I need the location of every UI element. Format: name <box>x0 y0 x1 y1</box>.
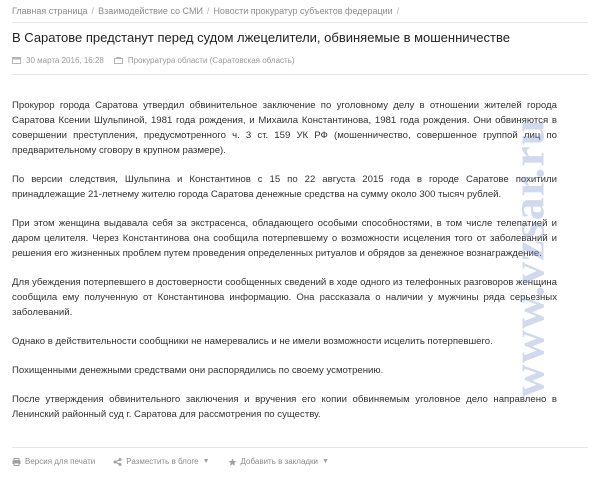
article-paragraph: Похищенными денежными средствами они распорядились по своему усмотрению. <box>12 365 384 376</box>
breadcrumb-home-link[interactable]: Главная страница <box>12 6 88 16</box>
breadcrumb-divider <box>12 22 588 23</box>
article-paragraph: По версии следствия, Шульпина и Константинов с 15 по 22 августа 2015 года в городе Саратове похитили принадлежащие 21-летнему жителю города Саратова денежные средства на сумму около 300 тысяч рублей. <box>12 174 557 200</box>
article-paragraph: После утверждения обвинительного заключения и вручения его копии обвиняемым уголовное дело направлено в Ленинский районный суд г. Саратова для рассмотрения по существу. <box>12 394 557 420</box>
chevron-down-icon: ▼ <box>202 458 210 465</box>
breadcrumb-separator: / <box>396 6 400 16</box>
print-label: Версия для печати <box>25 457 96 466</box>
meta-divider <box>12 74 588 75</box>
article-body <box>12 98 557 436</box>
article-meta <box>12 56 295 65</box>
breadcrumb-regional-news-link[interactable]: Новости прокуратур субъектов федерации <box>213 6 393 16</box>
bookmark-label: Добавить в закладки <box>240 457 319 466</box>
article-date: 30 марта 2016, 16:28 <box>26 56 104 65</box>
share-icon <box>113 458 122 466</box>
breadcrumb <box>12 6 403 16</box>
actions-divider <box>12 447 588 448</box>
article-paragraph: Однако в действительности сообщники не намеревались и не имели возможности исцелить потерпевшего. <box>12 336 493 347</box>
calendar-icon <box>12 57 21 64</box>
print-button[interactable] <box>12 457 95 466</box>
article-paragraph: Прокурор города Саратова утвердил обвинительное заключение по уголовному делу в отношении жителей города Саратова Ксении Шульпиной, 1981 года рождения, и Михаила Константинова, 1981 года рождения. Они обвиняются в совершении преступления, предусмотренного ч. 3 ст. 159 УК РФ (мошенничество, совершенное группой лиц по предварительному сговору в крупном размере). <box>12 100 557 156</box>
share-blog-button[interactable] <box>113 457 209 466</box>
bookmark-button[interactable] <box>228 457 329 466</box>
article-actions <box>12 457 347 466</box>
breadcrumb-separator: / <box>206 6 210 16</box>
article-paragraph: Для убеждения потерпевшего в достоверности сообщенных сведений в ходе одного из телефонных разговоров женщина сообщила ему полученную от Константинова информацию. Она рассказала о наличии у мужчины ряда серьезных заболеваний. <box>12 277 557 318</box>
share-blog-label: Разместить в блоге <box>126 457 199 466</box>
article-title: В Саратове предстанут перед судом лжецелители, обвиняемые в мошенничестве <box>12 30 510 45</box>
watermark-text: www.vzsar.ru <box>502 118 554 398</box>
building-icon <box>114 57 123 64</box>
chevron-down-icon: ▼ <box>322 458 329 465</box>
article-paragraph: При этом женщина выдавала себя за экстрасенса, обладающего особыми способностями, в том числе телепатией и даром целителя. Через Константинова она сообщила потерпевшему о возможности исцеления того от заболеваний и решения его жизненных проблем путем проведения определенных ритуалов и обрядов за денежное вознаграждение. <box>12 218 557 259</box>
article-source: Прокуратура области (Саратовская область) <box>127 56 295 65</box>
breadcrumb-media-link[interactable]: Взаимодействие со СМИ <box>98 6 203 16</box>
print-icon <box>12 458 21 466</box>
breadcrumb-separator: / <box>91 6 95 16</box>
bookmark-icon <box>228 458 237 466</box>
